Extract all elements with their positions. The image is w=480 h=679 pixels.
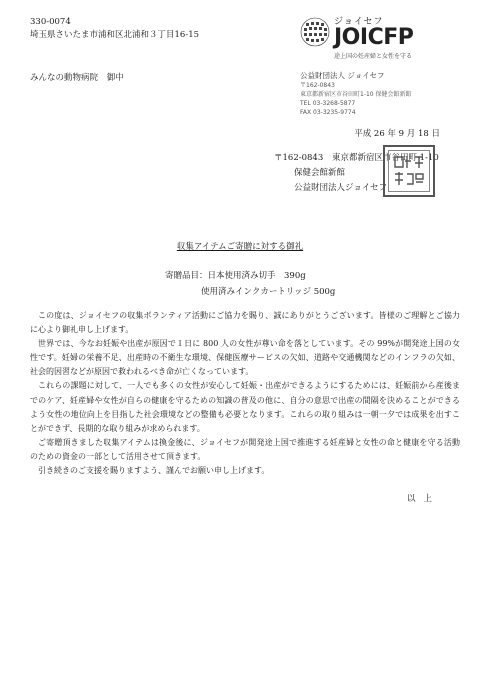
recipient-postal: 330-0074 (30, 17, 71, 27)
sender-postal: 〒162-0843 (274, 153, 324, 163)
sender-address: 東京都新宿区市谷田町 1-10 (331, 153, 439, 163)
body-paragraph: ご寄贈頂きました収集アイテムは換金後に、ジョイセフが開発途上国で推進する妊産婦と女性の命と健康を守る活動のための資金の一部として活用させて頂きます。 (30, 437, 460, 461)
logo-kana: ジョイセフ (334, 17, 384, 27)
sender-header-org: 公益財団法人 ジョイセフ (300, 71, 385, 80)
sender-header-tel: TEL 03-3268-5877 (300, 100, 356, 107)
globe-icon (300, 17, 330, 47)
sender-header (300, 70, 412, 117)
recipient-name: みんなの動物病院 (30, 73, 99, 83)
sender-org: 公益財団法人ジョイセフ (294, 183, 388, 193)
recipient-street: 埼玉県さいたま市浦和区北浦和３丁目16-15 (30, 30, 200, 40)
logo-wordmark: JOICFP (334, 25, 414, 50)
body-paragraph: 引き続きのご支援を賜りますよう、謹んでお願い申し上げます。 (38, 466, 270, 476)
body-paragraph: 世界では、今なお妊娠や出産が原因で１日に 800 人の女性が尊い命を落としています。その 99%が開発途上国の女性です。妊婦の栄養不足、出産時の不衛生な環境、保健医療サービスの欠如、道路や交通機関などのインフラの欠如、社会的因習などが原因で救われるべき命が亡くなっています。 (30, 339, 460, 377)
sender-header-postal: 〒162-0843 (300, 82, 335, 89)
sender-header-fax: FAX 03-3235-9774 (300, 109, 356, 116)
donated-item-ink: 使用済みインクカートリッジ 500g (201, 287, 336, 297)
logo-tagline: 途上国の妊産婦と女性を守る (334, 53, 413, 60)
recipient-address (30, 16, 199, 42)
body-paragraph: この度は、ジョイセフの収集ボランティア活動にご協力を賜り、誠にありがとうございます。皆様のご理解とご協力に心より御礼申し上げます。 (30, 311, 460, 335)
letter-title (0, 240, 480, 252)
letter-date: 平成 26 年 9 月 18 日 (354, 129, 440, 139)
letter-body (30, 309, 460, 478)
letter-title-text: 収集アイテムご寄贈に対する御礼 (176, 242, 304, 252)
sender-header-address: 東京都新宿区市谷田町1-10 保健会館新館 (300, 91, 412, 98)
letter-closing: 以上 (406, 494, 440, 504)
donated-item-stamps: 寄贈品目：日本使用済み切手 390g (165, 271, 306, 281)
addressee (30, 71, 124, 83)
recipient-honorific: 御中 (106, 73, 124, 83)
body-paragraph: これらの課題に対して、一人でも多くの女性が安心して妊娠・出産ができるようにするためには、妊娠前から産後までのケア、妊産婦や女性が自らの健康を守るための知識の普及の他に、自分の意思で出産の間隔を決めることができるよう女性の地位向上を目指した社会環境などの整備も必要となります。これらの取り組みは一朝一夕では成果を出すことができず、長期的な取り組みが求められます。 (30, 381, 460, 433)
official-seal-stamp (383, 145, 435, 197)
sender-building: 保健会館新館 (294, 168, 346, 178)
donated-items (165, 268, 335, 300)
joicfp-logo (300, 14, 465, 60)
